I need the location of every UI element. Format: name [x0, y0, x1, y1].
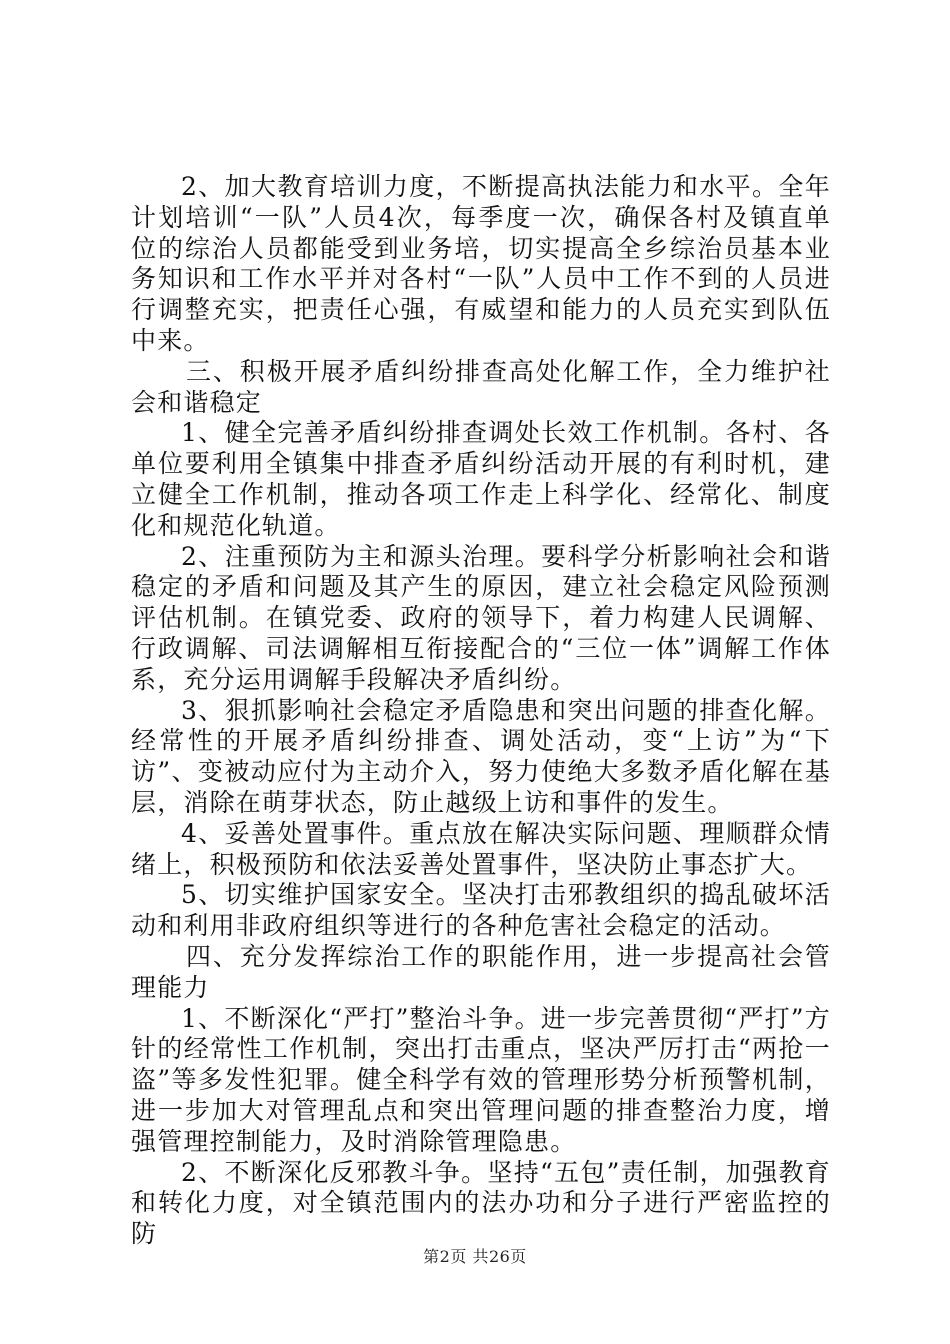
paragraph-mechanism: 1、健全完善矛盾纠纷排查调处长效工作机制。各村、各单位要利用全镇集中排查矛盾纠纷活动开展的有利时机，建立健全工作机制，推动各项工作走上科学化、经常化、制度化和规范化轨道。: [131, 418, 831, 540]
page-number: 第2页 共26页: [423, 1247, 527, 1266]
paragraph-prevention: 2、注重预防为主和源头治理。要科学分析影响社会和谐稳定的矛盾和问题及其产生的原因，建立社会稳定风险预测评估机制。在镇党委、政府的领导下，着力构建人民调解、行政调解、司法调解相互衔接配合的“三位一体”调解工作体系，充分运用调解手段解决矛盾纠纷。: [131, 541, 831, 694]
paragraph-investigation: 3、狠抓影响社会稳定矛盾隐患和突出问题的排查化解。经常性的开展矛盾纠纷排查、调处活动，变“上访”为“下访”、变被动应付为主动介入，努力使绝大多数矛盾化解在基层，消除在萌芽状态，防止越级上访和事件的发生。: [131, 695, 831, 817]
section-heading-3: 三、积极开展矛盾纠纷排查高处化解工作，全力维护社会和谐稳定: [131, 356, 831, 417]
section-heading-4: 四、充分发挥综治工作的职能作用，进一步提高社会管理能力: [131, 941, 831, 1002]
document-body: [131, 172, 831, 1250]
paragraph-training: 2、加大教育培训力度，不断提高执法能力和水平。全年计划培训“一队”人员4次，每季度一次，确保各村及镇直单位的综治人员都能受到业务培，切实提高全乡综治员基本业务知识和工作水平并对各村“一队”人员中工作不到的人员进行调整充实，把责任心强，有威望和能力的人员充实到队伍中来。: [131, 172, 831, 355]
paragraph-security: 5、切实维护国家安全。坚决打击邪教组织的捣乱破坏活动和利用非政府组织等进行的各种危害社会稳定的活动。: [131, 880, 831, 941]
paragraph-strike-hard: 1、不断深化“严打”整治斗争。进一步完善贯彻“严打”方针的经常性工作机制，突出打击重点，坚决严厉打击“两抢一盗”等多发性犯罪。健全科学有效的管理形势分析预警机制，进一步加大对管理乱点和突出管理问题的排查整治力度，增强管理控制能力，及时消除管理隐患。: [131, 1003, 831, 1156]
paragraph-incidents: 4、妥善处置事件。重点放在解决实际问题、理顺群众情绪上，积极预防和依法妥善处置事件，坚决防止事态扩大。: [131, 818, 831, 879]
paragraph-anti-cult: 2、不断深化反邪教斗争。坚持“五包”责任制，加强教育和转化力度，对全镇范围内的法办功和分子进行严密监控的防: [131, 1157, 831, 1249]
